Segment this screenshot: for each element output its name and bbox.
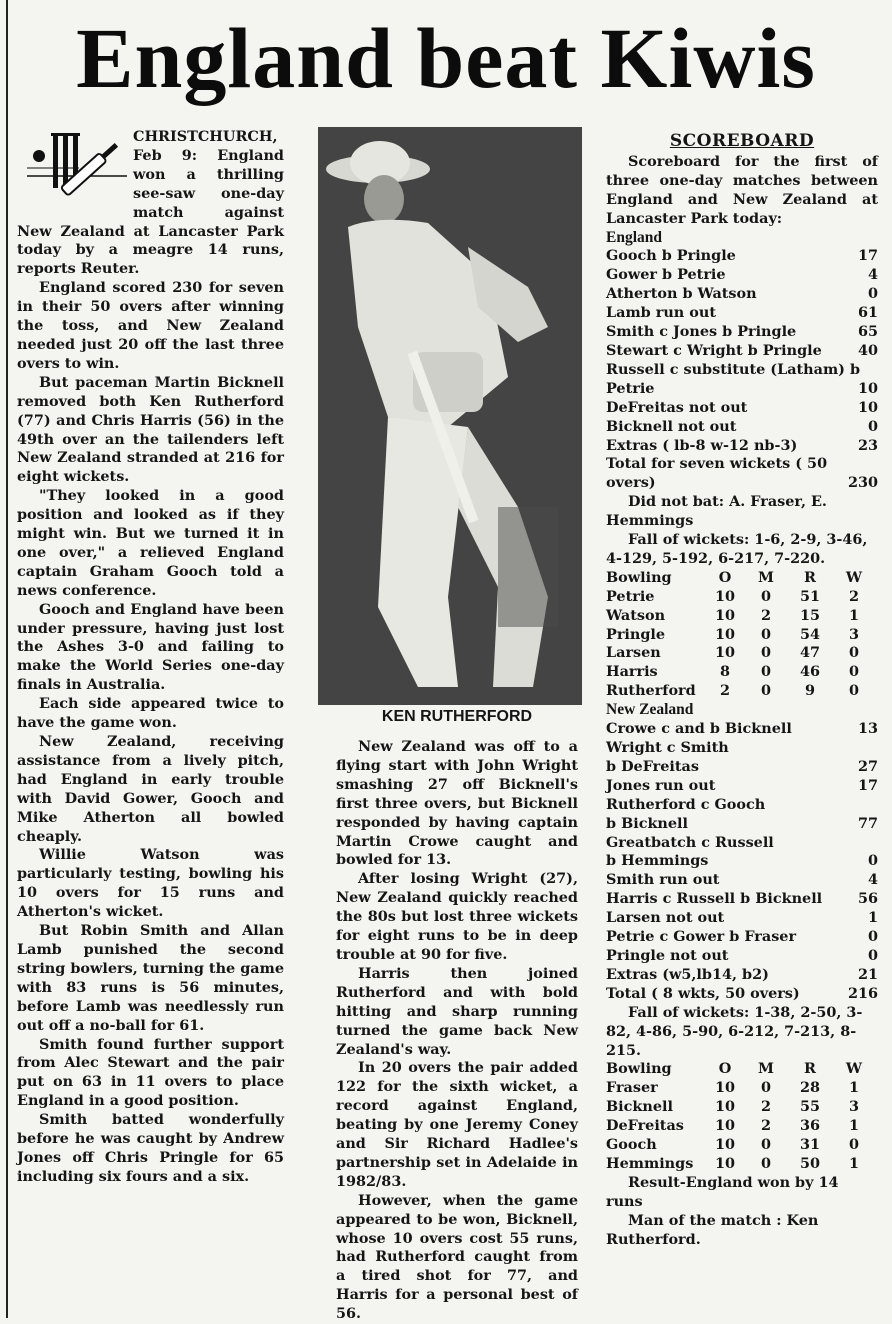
scoreboard: [606, 132, 878, 1249]
batting-row: [606, 871, 878, 890]
batter-name: Smith run out: [606, 871, 720, 889]
bowling-cell: Rutherford: [606, 682, 696, 700]
batter-runs: 0: [867, 285, 878, 303]
bowling-cell: Hemmings: [606, 1154, 694, 1172]
article-paragraph: New Zealand was off to a flying start with John Wright smashing 27 off Bicknell's first three overs, but Bicknell responded by having captain Martin Crowe caught and bowled for 13.: [336, 738, 578, 869]
batter-name: Extras (w5,lb14, b2): [606, 965, 769, 983]
bowling-cell: 31: [799, 1136, 821, 1154]
batter-name: Total ( 8 wkts, 50 overs): [606, 984, 800, 1002]
bowling-header-cell: O: [718, 568, 732, 586]
bowling-cell: 2: [760, 1098, 771, 1116]
bowling-cell: 2: [719, 682, 730, 700]
batting-row: [606, 815, 878, 834]
batting-row: [606, 437, 878, 456]
batter-name: Rutherford c Gooch: [606, 795, 766, 813]
batter-runs: 61: [857, 304, 878, 322]
bowling-cell: 0: [760, 663, 771, 681]
batter-name: Petrie c Gower b Fraser: [606, 928, 797, 946]
bowling-cell: Bicknell: [606, 1098, 673, 1116]
bowling-cell: Harris: [606, 663, 658, 681]
bowling-cell: 10: [714, 1079, 736, 1097]
batter-name: Extras ( lb-8 w-12 nb-3): [606, 436, 798, 454]
bowling-cell: 0: [760, 625, 771, 643]
batter-runs: [856, 834, 878, 853]
batter-name: Larsen not out: [606, 909, 725, 927]
batter-runs: 0: [867, 946, 878, 964]
batting-row: [606, 418, 878, 437]
bowling-cell: 1: [848, 606, 859, 624]
bowling-cell: 36: [799, 1117, 821, 1135]
batter-runs: [856, 739, 878, 758]
bowling-cell: 3: [848, 625, 859, 643]
batter-name: Atherton b Watson: [606, 285, 757, 303]
bowling-cell: 10: [714, 606, 736, 624]
article-paragraph: But Robin Smith and Allan Lamb punished the second string bowlers, turning the game with 83 runs is 56 minutes, before Lamb was needlessly run out off a no-ball for 61.: [17, 922, 284, 1034]
batting-row: [606, 834, 878, 853]
bowling-cell: Gooch: [606, 1136, 657, 1154]
bowling-cell: 50: [799, 1154, 821, 1172]
batter-runs: 23: [857, 436, 878, 454]
bowling-cell: 0: [760, 644, 771, 662]
bowling-cell: 2: [760, 606, 771, 624]
batter-runs: [856, 796, 878, 815]
batting-row: [606, 266, 878, 285]
total-line: Total for seven wickets ( 50: [606, 455, 828, 473]
batter-name: Harris c Russell b Bicknell: [606, 890, 823, 908]
batter-name: Gower b Petrie: [606, 266, 726, 284]
bowling-cell: 54: [799, 625, 821, 643]
batter-runs: 0: [867, 417, 878, 435]
scoreboard-intro: Scoreboard for the first of three one-day matches between England and New Zealand at Lancaster Park today:: [606, 152, 878, 227]
team-heading-newzealand: New Zealand: [606, 701, 694, 719]
bowling-cell: 0: [848, 682, 859, 700]
bowling-cell: 0: [760, 682, 771, 700]
batting-row: [606, 796, 878, 815]
batter-name: Smith c Jones b Pringle: [606, 323, 797, 341]
article-paragraph: But paceman Martin Bicknell removed both Ken Rutherford (77) and Chris Harris (56) in the 49th over an the tailenders left New Zealand stranded at 216 for eight wickets.: [17, 373, 284, 486]
bowling-cell: Watson: [606, 606, 666, 624]
batter-runs: 65: [857, 323, 878, 341]
bowling-cell: 0: [760, 1136, 771, 1154]
batter-name: Petrie: [606, 379, 655, 397]
total-runs: 230: [847, 474, 878, 492]
total-row: [606, 474, 878, 493]
article-paragraph: New Zealand, receiving assistance from a lively pitch, had England in early trouble with David Gower, Gooch and Mike Atherton all bowled cheaply.: [17, 733, 284, 845]
england-batting-cont: [606, 399, 878, 456]
bowling-cell: 0: [848, 1136, 859, 1154]
batter-runs: 13: [857, 720, 878, 738]
bowling-cell: Pringle: [606, 625, 666, 643]
newzealand-batting: [606, 720, 878, 1004]
bowling-cell: 0: [760, 587, 771, 605]
article-paragraph: Gooch and England have been under pressure, having just lost the Ashes 3-0 and failing to make the World Series one-day finals in Australia.: [17, 600, 284, 694]
bowling-cell: Petrie: [606, 587, 655, 605]
bowling-header-cell: M: [758, 1060, 774, 1078]
batting-row: [606, 966, 878, 985]
batter-name: Stewart c Wright b Pringle: [606, 341, 822, 359]
bowling-header-cell: Bowling: [606, 1060, 672, 1078]
batting-row: [606, 285, 878, 304]
scoreboard-title: SCOREBOARD: [669, 131, 815, 151]
bowling-cell: 10: [714, 1154, 736, 1172]
batter-name: Wright c Smith: [606, 739, 729, 756]
bowling-cell: Fraser: [606, 1079, 658, 1097]
batting-row: [606, 928, 878, 947]
bowling-cell: 10: [714, 625, 736, 643]
batter-name: Gooch b Pringle: [606, 247, 736, 265]
article-paragraph: However, when the game appeared to be won, Bicknell, whose 10 overs cost 55 runs, had Rutherford caught from a tired shot for 77, and Harris for a personal best of 56.: [336, 1191, 578, 1323]
batter-name: Greatbatch c Russell: [606, 833, 774, 851]
player-photo: [318, 127, 582, 705]
bowling-cell: 10: [714, 1117, 736, 1135]
article-paragraph: "They looked in a good position and looked as if they might win. But we turned it in one over," a relieved England captain Graham Gooch told a news conference.: [17, 487, 284, 599]
batting-row: [606, 399, 878, 418]
batter-name: b Hemmings: [606, 852, 709, 870]
batting-row: [606, 985, 878, 1004]
batter-runs: 40: [857, 341, 878, 359]
batting-row: [606, 777, 878, 796]
article-paragraph: Willie Watson was particularly testing, bowling his 10 overs for 15 runs and Atherton's wicket.: [17, 846, 284, 921]
bowling-cell: 1: [848, 1117, 859, 1135]
bowling-cell: 15: [799, 606, 821, 624]
batter-name: b DeFreitas: [606, 757, 699, 775]
bowling-header-cell: W: [845, 1060, 863, 1078]
bowling-cell: 51: [799, 587, 821, 605]
bowling-header-cell: W: [845, 568, 863, 586]
bowling-cell: 0: [760, 1154, 771, 1172]
photo-caption: KEN RUTHERFORD: [381, 708, 533, 725]
batter-name: b Bicknell: [606, 814, 688, 832]
cricket-stumps-bat-ball-icon: [17, 128, 129, 204]
article-paragraph: In 20 overs the pair added 122 for the sixth wicket, a record against England, beating by one Jeremy Coney and Sir Richard Hadlee's partnership set in Adelaide in 1982/83.: [336, 1059, 578, 1190]
bowling-cell: 10: [714, 644, 736, 662]
batter-name: Pringle not out: [606, 946, 729, 964]
batting-line: Russell c substitute (Latham) b: [606, 360, 861, 378]
batter-runs: 17: [857, 776, 878, 794]
bowling-header-cell: M: [758, 568, 774, 586]
batter-runs: 17: [857, 247, 878, 265]
batter-runs: 27: [857, 757, 878, 775]
did-not-bat: Did not bat: A. Fraser, E. Hemmings: [606, 493, 827, 530]
batter-name: DeFreitas not out: [606, 398, 748, 416]
article-column-2: [336, 738, 578, 1324]
batting-row: [606, 890, 878, 909]
england-batting: [606, 247, 878, 360]
batter-name: Bicknell not out: [606, 417, 737, 435]
batter-runs: 56: [857, 890, 878, 908]
man-of-the-match: Man of the match : Ken Rutherford.: [606, 1211, 819, 1248]
batter-runs: 21: [857, 965, 878, 983]
match-result: Result-England won by 14 runs: [606, 1173, 839, 1210]
bowling-header-cell: Bowling: [606, 568, 672, 586]
batting-row: [606, 947, 878, 966]
bowling-cell: 1: [848, 1079, 859, 1097]
bowling-cell: 28: [799, 1079, 821, 1097]
article-paragraph: Harris then joined Rutherford and with bold hitting and sharp running turned the game back New Zealand's way.: [336, 964, 578, 1058]
bowling-cell: 1: [848, 1154, 859, 1172]
article-paragraph: After losing Wright (27), New Zealand quickly reached the 80s but lost three wickets for eight runs to be in deep trouble at 90 for five.: [336, 870, 578, 963]
batter-runs: 1: [867, 909, 878, 927]
bowling-cell: DeFreitas: [606, 1117, 684, 1135]
headline: England beat Kiwis: [76, 10, 816, 106]
total-label: overs): [606, 474, 656, 492]
batting-row: [606, 342, 878, 361]
article-column-1: [17, 128, 284, 1187]
newzealand-bowling-table: [606, 1060, 878, 1173]
bowling-cell: 55: [799, 1098, 821, 1116]
team-heading-england: England: [606, 228, 663, 246]
batter-runs: 10: [857, 379, 878, 397]
article-paragraph: England scored 230 for seven in their 50 overs after winning the toss, and New Zealand needed just 20 off the last three overs to win.: [17, 279, 284, 372]
bowling-cell: 3: [848, 1098, 859, 1116]
dateline: CHRISTCHURCH, Feb 9:: [133, 128, 278, 164]
bowling-cell: Larsen: [606, 644, 661, 662]
bowling-cell: 47: [799, 644, 821, 662]
batting-row: [606, 739, 878, 758]
batter-name: Lamb run out: [606, 304, 716, 322]
bowling-cell: 46: [799, 663, 821, 681]
batting-row: [606, 758, 878, 777]
fall-of-wickets: Fall of wickets: 1-6, 2-9, 3-46, 4-129, 5-192, 6-217, 7-220.: [606, 531, 868, 567]
batting-row: [606, 909, 878, 928]
batter-runs: 4: [867, 266, 878, 284]
article-paragraph: Smith batted wonderfully before he was caught by Andrew Jones off Chris Pringle for 65 including six fours and a six.: [17, 1111, 284, 1185]
bowling-cell: 0: [760, 1079, 771, 1097]
bowling-cell: 8: [719, 663, 730, 681]
batter-runs: 10: [857, 398, 878, 416]
column-rule: [6, 0, 8, 1318]
batting-row: [606, 247, 878, 266]
bowling-cell: 2: [760, 1117, 771, 1135]
bowling-cell: 10: [714, 1098, 736, 1116]
bowling-header-cell: R: [804, 568, 816, 586]
england-bowling-table: [606, 569, 878, 701]
batter-runs: 77: [857, 814, 878, 832]
batting-row: [606, 380, 878, 399]
fall-of-wickets: Fall of wickets: 1-38, 2-50, 3-82, 4-86, 5-90, 6-212, 7-213, 8- 215.: [606, 1003, 863, 1059]
article-paragraph: Each side appeared twice to have the game won.: [17, 695, 284, 732]
bowling-header-cell: O: [718, 1060, 732, 1078]
bowling-cell: 9: [804, 682, 815, 700]
batting-row: [606, 720, 878, 739]
batter-runs: 4: [867, 871, 878, 889]
bowling-cell: 10: [714, 587, 736, 605]
batter-runs: 0: [867, 928, 878, 946]
batting-row: [606, 304, 878, 323]
batting-row: [606, 323, 878, 342]
batter-name: Crowe c and b Bicknell: [606, 720, 792, 738]
bowling-cell: 2: [848, 587, 859, 605]
bowling-cell: 0: [848, 663, 859, 681]
bowling-cell: 0: [848, 644, 859, 662]
batting-row: [606, 852, 878, 871]
bowling-header-cell: R: [804, 1060, 816, 1078]
batter-runs: 216: [847, 984, 878, 1002]
article-paragraph: England won a thrilling see-saw one-day match against New Zealand at Lancaster Park today by a meagre 14 runs, reports Reuter.: [17, 146, 284, 278]
batter-name: Jones run out: [606, 776, 716, 794]
article-paragraph: Smith found further support from Alec Stewart and the pair put on 63 in 11 overs to place England in a good position.: [17, 1035, 284, 1110]
batter-runs: 0: [867, 852, 878, 870]
bowling-cell: 10: [714, 1136, 736, 1154]
